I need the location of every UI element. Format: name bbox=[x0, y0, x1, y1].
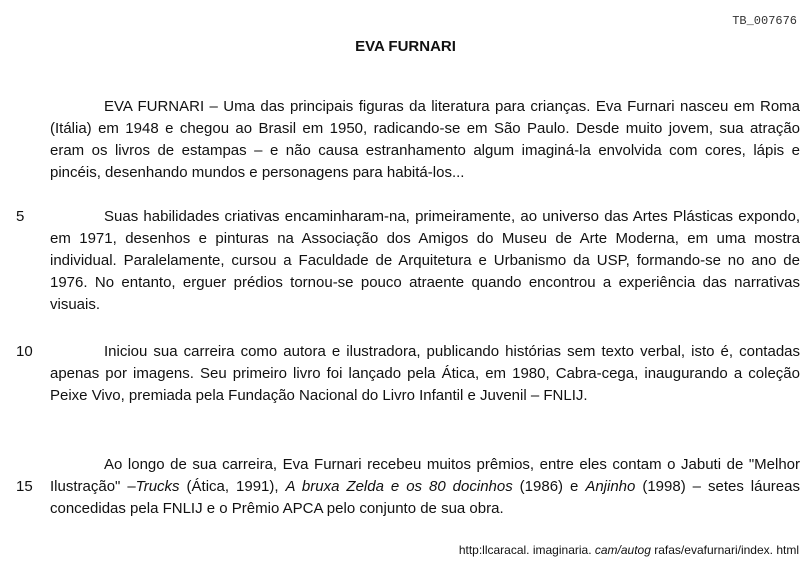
paragraph-2: Suas habilidades criativas encaminharam-na, primeiramente, ao universo das Artes Plásticas expondo, em 1971, desenhos e pinturas na Associação dos Amigos do Museu de Arte Moderna, em uma mostra individual. Paralelamente, cursou a Faculdade de Arquitetura e Urbanismo da USP, formando-se no ano de 1976. No entanto, erguer prédios tornou-se pouco atraente quando encontrou a experiência das narrativas visuais. bbox=[50, 208, 800, 313]
source-url-part-2: rafas/evafurnari/index. html bbox=[650, 543, 799, 557]
source-url bbox=[459, 543, 799, 557]
paragraph-4 bbox=[50, 454, 800, 520]
line-number-15: 15 bbox=[16, 478, 33, 495]
line-number-10: 10 bbox=[16, 343, 33, 360]
book-title-anjinho: Anjinho bbox=[585, 478, 636, 495]
paragraph-4-text-3: (1986) e bbox=[512, 478, 586, 495]
document-code: TB_007676 bbox=[732, 14, 797, 28]
book-title-trucks: Trucks bbox=[135, 478, 180, 495]
source-url-part-1: http:llcaracal. imaginaria. bbox=[458, 543, 595, 557]
paragraph-4-text-1: Ao longo de sua carreira, Eva Furnari recebeu muitos prêmios, entre eles contam o Jabuti de "Melhor Ilustração" – bbox=[50, 456, 800, 495]
source-url-italic: cam/autog bbox=[594, 543, 651, 557]
paragraph-1: EVA FURNARI – Uma das principais figuras da literatura para crianças. Eva Furnari nasceu em Roma (Itália) em 1948 e chegou ao Brasil em 1950, radicando-se em São Paulo. Desde muito jovem, sua atração eram os livros de estampas – e não causa estranhamento algum imaginá-la envolvida com cores, lápis e pincéis, desenhando mundos e personagens para habitá-los... bbox=[50, 98, 800, 181]
line-number-5: 5 bbox=[16, 208, 25, 225]
paragraph-3: Iniciou sua carreira como autora e ilustradora, publicando histórias sem texto verbal, isto é, contadas apenas por imagens. Seu primeiro livro foi lançado pela Ática, em 1980, Cabra-cega, inaugurando a coleção Peixe Vivo, premiada pela Fundação Nacional do Livro Infantil e Juvenil – FNLIJ. bbox=[50, 343, 800, 404]
page-title: EVA FURNARI bbox=[355, 38, 456, 55]
paragraph-4-text-2: (Ática, 1991), bbox=[179, 478, 286, 495]
book-title-bruxa-zelda: A bruxa Zelda e os 80 docinhos bbox=[285, 478, 513, 495]
paragraph-4-text-4: (1998) – setes láureas concedidas pela FNLIJ e o Prêmio APCA pelo conjunto de sua obra. bbox=[50, 478, 800, 517]
